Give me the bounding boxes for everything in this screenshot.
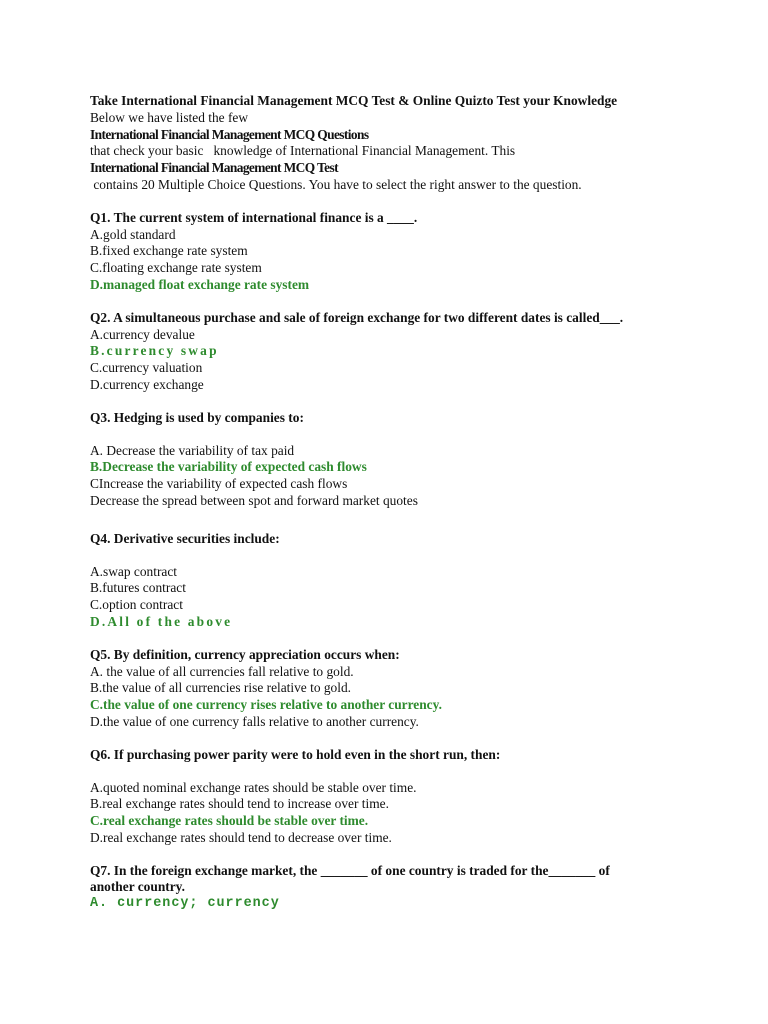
- correct-answer-option: D.All of the above: [90, 613, 233, 629]
- question-block-q2: [90, 310, 730, 394]
- question-block-q1: [90, 210, 730, 294]
- answer-option: D.currency exchange: [90, 376, 204, 392]
- question-text: Q7. In the foreign exchange market, the _______ of one country is traded for the_______ of: [90, 862, 610, 878]
- answer-option: A.swap contract: [90, 563, 178, 579]
- correct-answer-option: B.currency swap: [90, 343, 219, 359]
- question-block-q3: [90, 410, 730, 510]
- intro-heading: International Financial Management MCQ Questions: [90, 126, 369, 142]
- answer-option: C.floating exchange rate system: [90, 260, 262, 276]
- intro-heading: International Financial Management MCQ Test: [90, 160, 338, 176]
- question-text: Q4. Derivative securities include:: [90, 530, 280, 546]
- question-block-q5: [90, 647, 730, 731]
- correct-answer-option: C.the value of one currency rises relative to another currency.: [90, 697, 442, 713]
- question-text: Q1. The current system of international finance is a ____.: [90, 209, 418, 225]
- correct-answer-option: C.real exchange rates should be stable over time.: [90, 813, 369, 829]
- answer-option: A.gold standard: [90, 226, 176, 242]
- question-block-q4: [90, 531, 730, 631]
- answer-option: B.the value of all currencies rise relative to gold.: [90, 680, 352, 696]
- answer-option: D.the value of one currency falls relative to another currency.: [90, 713, 419, 729]
- answer-option: B.fixed exchange rate system: [90, 243, 248, 259]
- answer-option: A.quoted nominal exchange rates should be stable over time.: [90, 779, 417, 795]
- correct-answer-option: D.managed float exchange rate system: [90, 276, 310, 292]
- answer-option: A.currency devalue: [90, 326, 195, 342]
- question-block-q7: [90, 863, 730, 913]
- answer-option: C.currency valuation: [90, 360, 203, 376]
- intro-text: Below we have listed the few: [90, 109, 249, 125]
- correct-answer-option: B.Decrease the variability of expected cash flows: [90, 459, 367, 475]
- intro-title: Take International Financial Management MCQ Test & Online Quizto Test your Knowledge: [90, 93, 618, 108]
- question-text: Q5. By definition, currency appreciation occurs when:: [90, 646, 400, 662]
- intro-section: [90, 93, 730, 194]
- question-text: another country.: [90, 879, 185, 895]
- document-body: [90, 93, 730, 913]
- answer-option: C.option contract: [90, 597, 183, 613]
- correct-answer-option: A. currency; currency: [90, 896, 280, 912]
- question-text: Q2. A simultaneous purchase and sale of foreign exchange for two different dates is called___.: [90, 309, 624, 325]
- answer-option: Decrease the spread between spot and forward market quotes: [90, 492, 418, 508]
- answer-option: A. Decrease the variability of tax paid: [90, 442, 295, 458]
- answer-option: B.futures contract: [90, 580, 186, 596]
- answer-option: CIncrease the variability of expected cash flows: [90, 476, 348, 492]
- question-text: Q6. If purchasing power parity were to hold even in the short run, then:: [90, 746, 501, 762]
- answer-option: A. the value of all currencies fall relative to gold.: [90, 663, 354, 679]
- answer-option: D.real exchange rates should tend to decrease over time.: [90, 829, 392, 845]
- question-block-q6: [90, 747, 730, 847]
- answer-option: B.real exchange rates should tend to increase over time.: [90, 796, 389, 812]
- intro-text: that check your basic knowledge of International Financial Management. This: [90, 143, 516, 159]
- question-text: Q3. Hedging is used by companies to:: [90, 409, 304, 425]
- intro-text: contains 20 Multiple Choice Questions. You have to select the right answer to the question.: [90, 176, 582, 192]
